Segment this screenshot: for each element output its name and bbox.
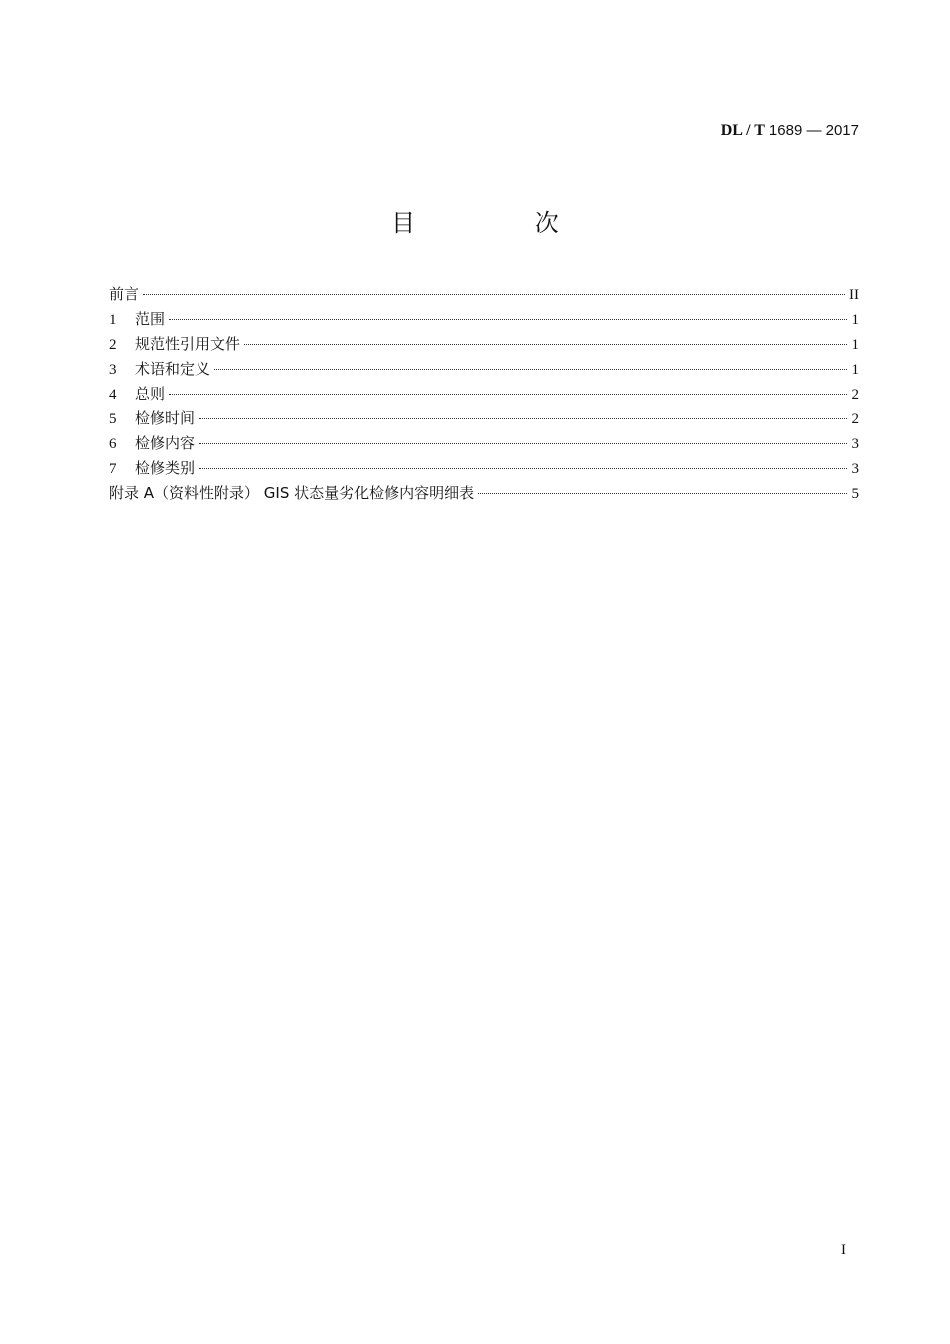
toc-entry-number: 5 [109, 411, 117, 428]
toc-entry-4[interactable] [109, 383, 859, 408]
toc-entry-label: 总则 [135, 384, 166, 403]
toc-entry-page: 5 [851, 486, 859, 503]
dot-leader [244, 344, 847, 345]
toc-entry-5[interactable] [109, 407, 859, 432]
toc-entry-label: 检修时间 [135, 409, 196, 428]
toc-entry-page: 1 [851, 361, 859, 378]
toc-entry-label: 规范性引用文件 [135, 334, 241, 353]
toc-entry-label: 术语和定义 [135, 359, 211, 378]
toc-entry-number: 6 [109, 436, 117, 453]
toc-entry-number: 7 [109, 461, 117, 478]
toc-entry-page: 2 [851, 411, 859, 428]
toc-entry-number: 1 [109, 311, 117, 328]
toc-entry-3[interactable] [109, 358, 859, 383]
toc-entry-page: 3 [851, 436, 859, 453]
toc-entry-page: 2 [851, 386, 859, 403]
toc-entry-number: 2 [109, 336, 117, 353]
toc-entry-foreword[interactable] [109, 283, 859, 308]
table-of-contents [109, 283, 859, 507]
toc-entry-number: 3 [109, 361, 117, 378]
standard-prefix: DL / T [720, 122, 765, 139]
dot-leader [199, 418, 847, 419]
toc-entry-page: 1 [851, 336, 859, 353]
toc-entry-1[interactable] [109, 308, 859, 333]
toc-entry-label: 附录 A（资料性附录） GIS 状态量劣化检修内容明细表 [109, 484, 475, 503]
toc-entry-number: 4 [109, 386, 117, 403]
dot-leader [199, 443, 847, 444]
dot-leader [214, 369, 847, 370]
toc-entry-page: 3 [851, 461, 859, 478]
dot-leader [199, 468, 847, 469]
standard-number: 1689 — 2017 [768, 122, 859, 139]
toc-entry-7[interactable] [109, 457, 859, 482]
page-number: I [841, 1242, 846, 1258]
dot-leader [143, 294, 845, 295]
toc-entry-2[interactable] [109, 333, 859, 358]
page-title: 目 次 [391, 209, 615, 237]
toc-entry-6[interactable] [109, 432, 859, 457]
toc-entry-label: 范围 [135, 309, 166, 328]
standard-code [721, 122, 859, 140]
toc-entry-label: 检修内容 [135, 434, 196, 453]
toc-entry-label: 检修类别 [135, 459, 196, 478]
dot-leader [478, 493, 847, 494]
toc-entry-page: 1 [851, 311, 859, 328]
toc-entry-page: II [849, 287, 859, 303]
toc-entry-label: 前言 [109, 285, 140, 303]
dot-leader [169, 319, 847, 320]
toc-entry-appendix-a[interactable] [109, 482, 859, 507]
dot-leader [169, 394, 847, 395]
